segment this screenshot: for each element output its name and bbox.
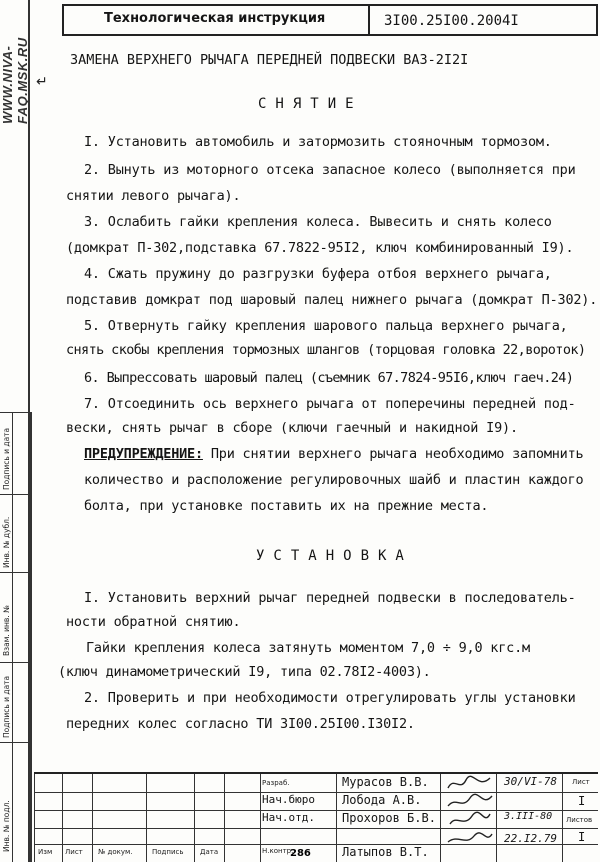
sheet-label: Лист [572, 778, 590, 786]
install-line: Гайки крепления колеса затянуть моментом 7,0 ÷ 9,0 кгс.м [86, 640, 530, 656]
stamp-col: Дата [200, 848, 219, 856]
stamp-line [194, 774, 195, 862]
header-box [62, 4, 598, 36]
install-line: ности обратной снятию. [66, 614, 241, 630]
stamp-line [336, 774, 337, 862]
doc-type: Технологическая инструкция [64, 6, 370, 34]
doc-number: 3I00.25I00.2004I [384, 13, 519, 29]
arrow-mark-icon: ↵ [36, 75, 48, 90]
stamp-line [62, 774, 63, 862]
install-heading: УСТАНОВКА [256, 548, 413, 564]
stamp-role: Нач.бюро [262, 793, 315, 806]
stamp-role: Нач.отд. [262, 811, 315, 824]
stamp-line [496, 774, 497, 862]
stamp-line [34, 792, 598, 793]
removal-line: 3. Ослабить гайки крепления колеса. Вывесить и снять колесо [84, 214, 552, 230]
removal-line: вески, снять рычаг в сборе (ключи гаечный и накидной I9). [66, 420, 518, 436]
stamp-line [440, 774, 441, 862]
removal-line: подставив домкрат под шаровый палец нижнего рычага (домкрат П-302). [66, 292, 598, 308]
stamp-col: Изм [38, 848, 53, 856]
removal-line: I. Установить автомобиль и затормозить стояночным тормозом. [84, 134, 552, 150]
removal-line: снятии левого рычага). [66, 188, 241, 204]
stamp-col: Подпись [152, 848, 184, 856]
sheet-value: I [578, 794, 586, 808]
stamp-col: № докум. [98, 848, 133, 856]
strip-label: Подпись и дата [2, 427, 11, 490]
warning-text: При снятии верхнего рычага необходимо запомнить [202, 446, 584, 462]
strip-border [0, 742, 30, 743]
stamp-line [34, 774, 35, 862]
page-title: ЗАМЕНА ВЕРХНЕГО РЫЧАГА ПЕРЕДНЕЙ ПОДВЕСКИ ВАЗ-2I2I [70, 52, 469, 68]
strip-border [0, 572, 30, 573]
removal-line: 2. Вынуть из моторного отсека запасное колесо (выполняется при [84, 162, 576, 178]
removal-line: 7. Отсоединить ось верхнего рычага от поперечины передней под- [84, 396, 576, 412]
strip-border [0, 662, 30, 663]
strip-divider [12, 412, 13, 862]
strip-label: Инв. № дубл. [2, 516, 11, 568]
stamp-line [92, 774, 93, 862]
stamp-name: Лобода А.В. [342, 793, 422, 807]
warning-line: болта, при установке поставить их на прежние места. [84, 498, 489, 514]
stamp-name: Прохоров Б.В. [342, 811, 436, 825]
page-number: 286 [290, 848, 311, 859]
stamp-date: 22.I2.79 [504, 832, 557, 845]
watermark-url: WWW.NIVA-FAQ.MSK.RU [0, 37, 30, 124]
stamp-line [34, 828, 598, 829]
stamp-name: Мурасов В.В. [342, 775, 429, 789]
strip-border [0, 412, 30, 413]
stamp-line [562, 774, 563, 862]
install-line: 2. Проверить и при необходимости отрегулировать углы установки [84, 690, 576, 706]
warning-label: ПРЕДУПРЕЖДЕНИЕ: [84, 446, 203, 462]
removal-line: 4. Сжать пружину до разгрузки буфера отбоя верхнего рычага, [84, 266, 552, 282]
strip-label: Инв. № подл. [2, 800, 11, 852]
removal-line: снять скобы крепления тормозных шлангов (торцовая головка 22,вороток) [66, 342, 586, 358]
stamp-date: 30/VI-78 [504, 775, 557, 788]
signature-marks [444, 774, 496, 862]
stamp-role: Разраб. [262, 779, 290, 787]
sheets-label: Листов [566, 816, 593, 824]
title-block-stamp [34, 772, 598, 862]
sheets-value: I [578, 830, 586, 844]
strip-label: Подпись и дата [2, 675, 11, 738]
stamp-role: Н.контр. [262, 847, 294, 855]
install-line: (ключ динамометрический I9, типа 02.78I2-4003). [58, 664, 431, 680]
stamp-date: 3.III-80 [504, 811, 553, 822]
stamp-name: Латыпов В.Т. [342, 845, 429, 859]
strip-label: Взам. инв. № [2, 605, 11, 656]
warning-line [84, 446, 583, 462]
stamp-line [146, 774, 147, 862]
install-line: передних колес согласно ТИ 3I00.25I00.I30I2. [66, 716, 415, 732]
strip-border [0, 494, 30, 495]
removal-heading: СНЯТИЕ [258, 96, 363, 112]
warning-line: количество и расположение регулировочных шайб и пластин каждого [84, 472, 584, 488]
stamp-col: Лист [65, 848, 83, 856]
removal-line: (домкрат П-302,подставка 67.7822-95I2, ключ комбинированный I9). [66, 240, 574, 256]
install-line: I. Установить верхний рычаг передней подвески в последователь- [84, 590, 576, 606]
removal-line: 5. Отвернуть гайку крепления шарового пальца верхнего рычага, [84, 318, 568, 334]
stamp-line [260, 774, 261, 862]
removal-line: 6. Выпрессовать шаровый палец (съемник 67.7824-95I6,ключ гаеч.24) [84, 370, 574, 386]
side-stamp-strip [0, 412, 32, 862]
stamp-line [224, 774, 225, 862]
